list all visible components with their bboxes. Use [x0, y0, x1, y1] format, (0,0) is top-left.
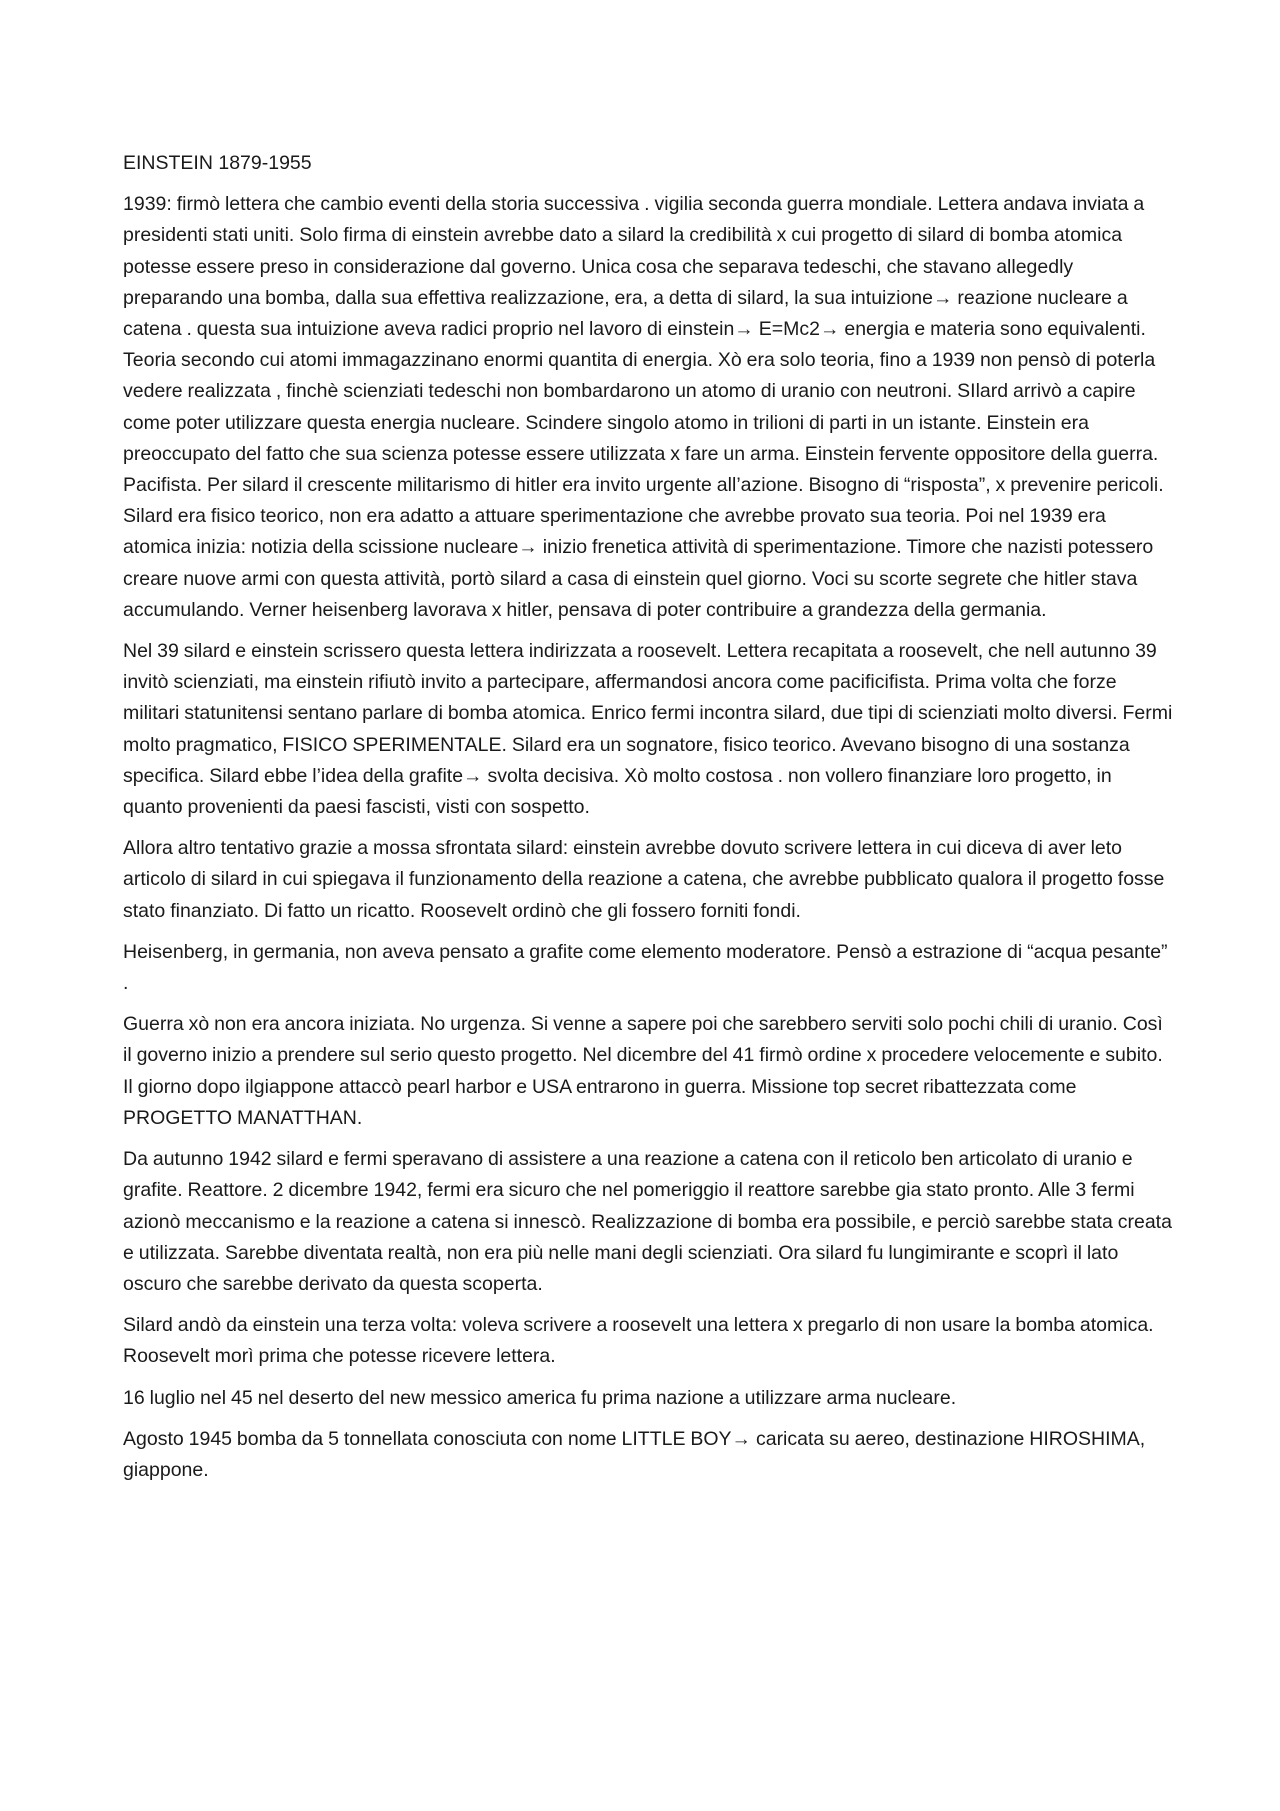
paragraph-new-mexico: 16 luglio nel 45 nel deserto del new messico america fu prima nazione a utilizzare arma nucleare. [123, 1386, 957, 1409]
paragraph-heisenberg: Heisenberg, in germania, non aveva pensato a grafite come elemento moderatore. Pensò a estrazione di “acqua pesante” . [123, 940, 1168, 995]
paragraph-hiroshima: Agosto 1945 bomba da 5 tonnellata conosciuta con nome LITTLE BOY→ caricata su aereo, destinazione HIROSHIMA, giappone. [123, 1427, 1146, 1481]
paragraph-roosevelt-letter: Nel 39 silard e einstein scrissero questa lettera indirizzata a roosevelt. Lettera recapitata a roosevelt, che nell autunno 39 invitò scienziati, ma einstein rifiutò invito a partecipare, affermandosi ancora come pacificifista. Prima volta che forze militari statunitensi sentano parlare di bomba atomica. Enrico fermi incontra silard, due tipi di scienziati molto diversi. Fermi molto pragmatico, FISICO SPERIMENTALE. Silard era un sognatore, fisico teorico. Avevano bisogno di una sostanza specifica. Silard ebbe l’idea della grafite→ svolta decisiva. Xò molto costosa . non vollero finanziare loro progetto, in quanto provenienti da paesi fascisti, visti con sospetto. [123, 640, 1173, 819]
document-title: EINSTEIN 1879-1955 [123, 152, 312, 174]
paragraph-chain-reaction: Da autunno 1942 silard e fermi speravano di assistere a una reazione a catena con il reticolo ben articolato di uranio e grafite. Reattore. 2 dicembre 1942, fermi era sicuro che nel pomeriggio il reattore sarebbe gia stato pronto. Alle 3 fermi azionò meccanismo e la reazione a catena si innescò. Realizzazione di bomba era possibile, e perciò sarebbe stata creata e utilizzata. Sarebbe diventata realtà, non era più nelle mani degli scienziati. Ora silard fu lungimirante e scoprì il lato oscuro che sarebbe derivato da questa scoperta. [123, 1148, 1172, 1295]
paragraph-1939-letter: 1939: firmò lettera che cambio eventi della storia successiva . vigilia seconda guerra mondiale. Lettera andava inviata a presidenti stati uniti. Solo firma di einstein avrebbe dato a silard la credibilità x cui progetto di silard di bomba atomica potesse essere preso in considerazione dal governo. Unica cosa che separava tedeschi, che stavano allegedly preparando una bomba, dalla sua effettiva realizzazione, era, a detta di silard, la sua intuizione→ reazione nucleare a catena . questa sua intuizione aveva radici proprio nel lavoro di einstein→ E=Mc2→ energia e materia sono equivalenti. Teoria secondo cui atomi immagazzinano enormi quantita di energia. Xò era solo teoria, fino a 1939 non pensò di poterla vedere realizzata , finchè scienziati tedeschi non bombardarono un atomo di uranio con neutroni. SIlard arrivò a capire come poter utilizzare questa energia nucleare. Scindere singolo atomo in trilioni di parti in un istante. Einstein era preoccupato del fatto che sua scienza potesse essere utilizzata x fare un arma. Einstein fervente oppositore della guerra. Pacifista. Per silard il crescente militarismo di hitler era invito urgente all’azione. Bisogno di “risposta”, x prevenire pericoli. Silard era fisico teorico, non era adatto a attuare sperimentazione che avrebbe provato sua teoria. Poi nel 1939 era atomica inizia: notizia della scissione nucleare→ inizio frenetica attività di sperimentazione. Timore che nazisti potessero creare nuove armi con questa attività, portò silard a casa di einstein quel giorno. Voci su scorte segrete che hitler stava accumulando. Verner heisenberg lavorava x hitler, pensava di poter contribuire a grandezza della germania. [123, 193, 1164, 621]
paragraph-manhattan-project: Guerra xò non era ancora iniziata. No urgenza. Si venne a sapere poi che sarebbero serviti solo pochi chili di uranio. Così il governo inizio a prendere sul serio questo progetto. Nel dicembre del 41 firmò ordine x procedere velocemente e subito. Il giorno dopo ilgiappone attaccò pearl harbor e USA entrarono in guerra. Missione top secret ribattezzata come PROGETTO MANATTHAN. [123, 1013, 1163, 1129]
paragraph-second-attempt: Allora altro tentativo grazie a mossa sfrontata silard: einstein avrebbe dovuto scrivere lettera in cui diceva di aver leto articolo di silard in cui spiegava il funzionamento della reazione a catena, che avrebbe pubblicato qualora il progetto fosse stato finanziato. Di fatto un ricatto. Roosevelt ordinò che gli fossero forniti fondi. [123, 837, 1165, 922]
document-page [123, 148, 1175, 1496]
paragraph-third-visit: Silard andò da einstein una terza volta: voleva scrivere a roosevelt una lettera x pregarlo di non usare la bomba atomica. Roosevelt morì prima che potesse ricevere lettera. [123, 1314, 1154, 1368]
